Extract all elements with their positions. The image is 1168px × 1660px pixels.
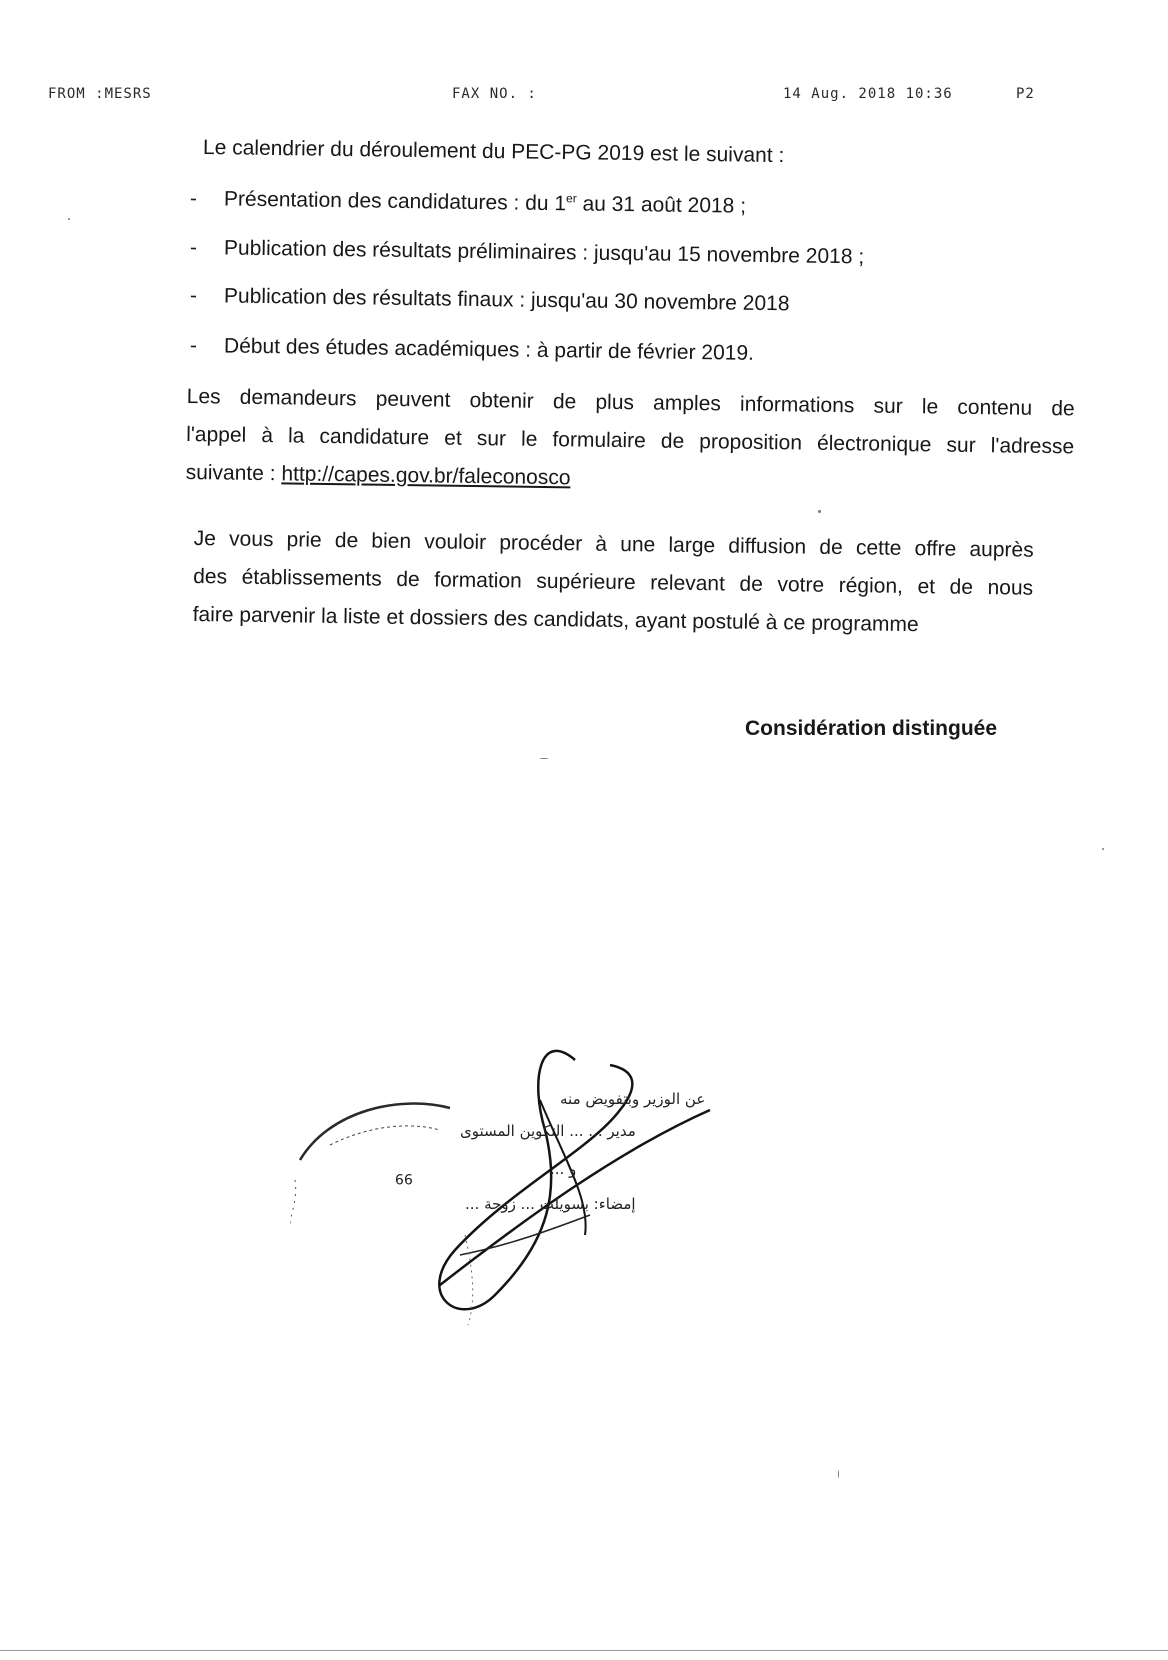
list-item <box>190 186 746 219</box>
scan-speck <box>68 218 70 220</box>
fax-header <box>0 86 1168 110</box>
closing-salutation: Considération distinguée <box>745 717 998 740</box>
list-item <box>190 284 790 316</box>
signature-line: إمضاء: بسويلت ... زوجة ... <box>465 1195 636 1213</box>
scan-speck <box>838 1470 839 1478</box>
capes-link[interactable]: http://capes.gov.br/faleconosco <box>281 462 571 490</box>
page-bottom-edge <box>0 1650 1168 1651</box>
fax-sender: FROM :MESRS <box>48 86 152 102</box>
scan-speck <box>1102 848 1104 850</box>
paragraph-line: des établissements de formation supérieure relevant de votre région, et de nous <box>193 564 1034 600</box>
signature-line: مدير ... ... التكوين المستوى <box>460 1122 636 1140</box>
list-item-text: Publication des résultats finaux : jusqu'au 30 novembre 2018 <box>223 284 790 316</box>
bullet-dash: - <box>189 334 198 358</box>
ordinal-suffix: er <box>566 191 577 206</box>
address-label: suivante : <box>185 460 282 486</box>
bullet-dash: - <box>189 187 198 211</box>
bullet-dash: - <box>189 284 198 308</box>
list-item-text: Début des études académiques : à partir de février 2019. <box>223 334 755 365</box>
request-paragraph <box>192 520 1034 646</box>
paragraph-line: Les demandeurs peuvent obtenir de plus amples informations sur le contenu de <box>186 384 1075 421</box>
fax-number: FAX NO. : <box>452 86 537 102</box>
fax-datetime: 14 Aug. 2018 10:36 <box>783 86 953 102</box>
stamp-number: 99 <box>395 1170 413 1186</box>
paragraph-line: faire parvenir la liste et dossiers des candidats, ayant postulé à ce programme <box>192 602 919 637</box>
calendar-intro: Le calendrier du déroulement du PEC-PG 2019 est le suivant : <box>202 136 785 168</box>
list-item-text: Présentation des candidatures : du 1 <box>223 187 567 216</box>
paragraph-line: Je vous prie de bien vouloir procéder à une large diffusion de cette offre auprès <box>193 526 1034 562</box>
bullet-dash: - <box>189 236 198 260</box>
list-item-text: Publication des résultats préliminaires : jusqu'au 15 novembre 2018 ; <box>223 236 865 269</box>
fax-page-number: P2 <box>1016 86 1035 102</box>
paragraph-line: l'appel à la candidature et sur le formulaire de proposition électronique sur l'adresse <box>186 422 1075 459</box>
list-item-text-end: au 31 août 2018 ; <box>576 192 747 218</box>
info-paragraph <box>185 378 1075 504</box>
signature-line: عن الوزير وبتفويض منه <box>560 1090 706 1108</box>
scan-speck <box>540 758 548 759</box>
signature-drawing-icon <box>290 1040 790 1340</box>
signature-line: و ... <box>550 1160 577 1178</box>
signature-stamp-block <box>290 1040 790 1340</box>
scan-speck <box>818 510 821 513</box>
list-item <box>190 334 754 366</box>
list-item <box>190 236 864 269</box>
